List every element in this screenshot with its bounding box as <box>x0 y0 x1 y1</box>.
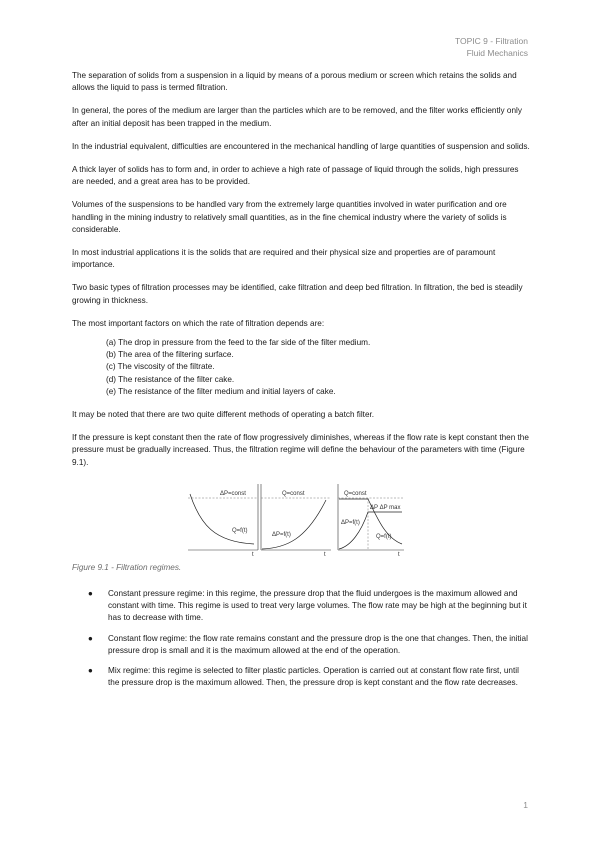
paragraph: If the pressure is kept constant then the rate of flow progressively diminishes, whereas if the flow rate is kept constant then the pressure must be gradually increased. Thus, the filtration regime will define the behaviour of the parameters with time (Figure 9.1). <box>72 433 529 467</box>
bullet-icon: ● <box>88 666 93 676</box>
list-item <box>88 588 530 625</box>
factor-item: (e) The resistance of the filter medium and initial layers of cake. <box>106 386 336 396</box>
document-body <box>72 70 530 698</box>
panel2-top-label: Q=const <box>282 490 305 497</box>
mixed-pressure-curve <box>339 512 402 549</box>
factor-item: (b) The area of the filtering surface. <box>106 350 234 360</box>
factors-list <box>106 337 530 398</box>
paragraph: Two basic types of filtration processes may be identified, cake filtration and deep bed filtration. In filtration, the bed is steadily growing in thickness. <box>72 283 523 305</box>
panel-constant-pressure <box>188 484 258 556</box>
regime-bullet-list <box>72 588 530 689</box>
list-item <box>88 665 530 689</box>
panel3-bottom-label: Q=f(t) <box>376 533 392 540</box>
bullet-text: Constant pressure regime: in this regime, the pressure drop that the fluid undergoes is the maximum allowed and constant with time. This regime is used to treat very large volumes. The flow rate may be high at the beginning but it has to decrease with time. <box>108 589 527 623</box>
panel-constant-flow <box>261 484 331 556</box>
panel3-top-label: Q=const <box>344 490 367 497</box>
paragraph: In most industrial applications it is the solids that are required and their physical size and properties are of paramount importance. <box>72 248 496 270</box>
paragraph: The most important factors on which the rate of filtration depends are: <box>72 318 325 328</box>
panel3-left-label: ΔP=f(t) <box>341 519 360 526</box>
header-subject: Fluid Mechanics <box>466 48 528 58</box>
flow-curve <box>190 494 254 544</box>
paragraph: In the industrial equivalent, difficulties are encountered in the mechanical handling of large quantities of suspension and solids. <box>72 141 530 151</box>
paragraph: A thick layer of solids has to form and, in order to achieve a high rate of passage of liquid through the solids, high pressures are needed, and a great area has to be provided. <box>72 165 519 187</box>
panel1-t-label: t <box>252 551 254 556</box>
paragraph: It may be noted that there are two quite different methods of operating a batch filter. <box>72 410 375 420</box>
figure-graphic <box>186 480 406 556</box>
page-number: 1 <box>523 800 528 810</box>
panel2-bottom-label: ΔP=f(t) <box>272 531 291 538</box>
figure-caption: Figure 9.1 - Filtration regimes. <box>72 562 182 572</box>
paragraph: The separation of solids from a suspension in a liquid by means of a porous medium or screen which retains the solids and allows the liquid to pass is termed filtration. <box>72 71 517 93</box>
bullet-icon: ● <box>88 589 93 599</box>
pressure-curve <box>262 500 326 549</box>
header-topic: TOPIC 9 - Filtration <box>454 36 528 46</box>
page-header <box>455 35 528 59</box>
list-item <box>88 633 530 657</box>
panel1-bottom-label: Q=f(t) <box>232 527 248 534</box>
panel3-mid-label: ΔP ΔP max <box>370 504 401 511</box>
factor-item: (a) The drop in pressure from the feed to the far side of the filter medium. <box>106 338 371 348</box>
panel-mixed-regime <box>338 484 404 556</box>
panel1-top-label: ΔP=const <box>220 490 246 497</box>
paragraph: In general, the pores of the medium are larger than the particles which are to be removed, and the filter works efficiently only after an initial deposit has been trapped in the medium. <box>72 106 522 128</box>
bullet-text: Constant flow regime: the flow rate remains constant and the pressure drop is the one that changes. Then, the initial pressure drop is small and it is the maximum allowed at the end of the operation. <box>108 633 528 655</box>
filtration-regimes-figure <box>72 480 530 558</box>
factor-item: (c) The viscosity of the filtrate. <box>106 362 215 372</box>
factor-item: (d) The resistance of the filter cake. <box>106 374 235 384</box>
bullet-icon: ● <box>88 633 93 643</box>
panel2-t-label: t <box>324 551 326 556</box>
bullet-text: Mix regime: this regime is selected to filter plastic particles. Operation is carried out at constant flow rate first, until the pressure drop is the maximum allowed. Then, the pressure drop is kept constant and the flow rate decreases. <box>108 666 519 688</box>
panel3-t-label: t <box>398 551 400 556</box>
paragraph: Volumes of the suspensions to be handled vary from the extremely large quantities involved in water purification and ore handling in the mining industry to relatively small quantities, as in the fine chemical industry where the variety of solids is considerable. <box>72 200 507 234</box>
